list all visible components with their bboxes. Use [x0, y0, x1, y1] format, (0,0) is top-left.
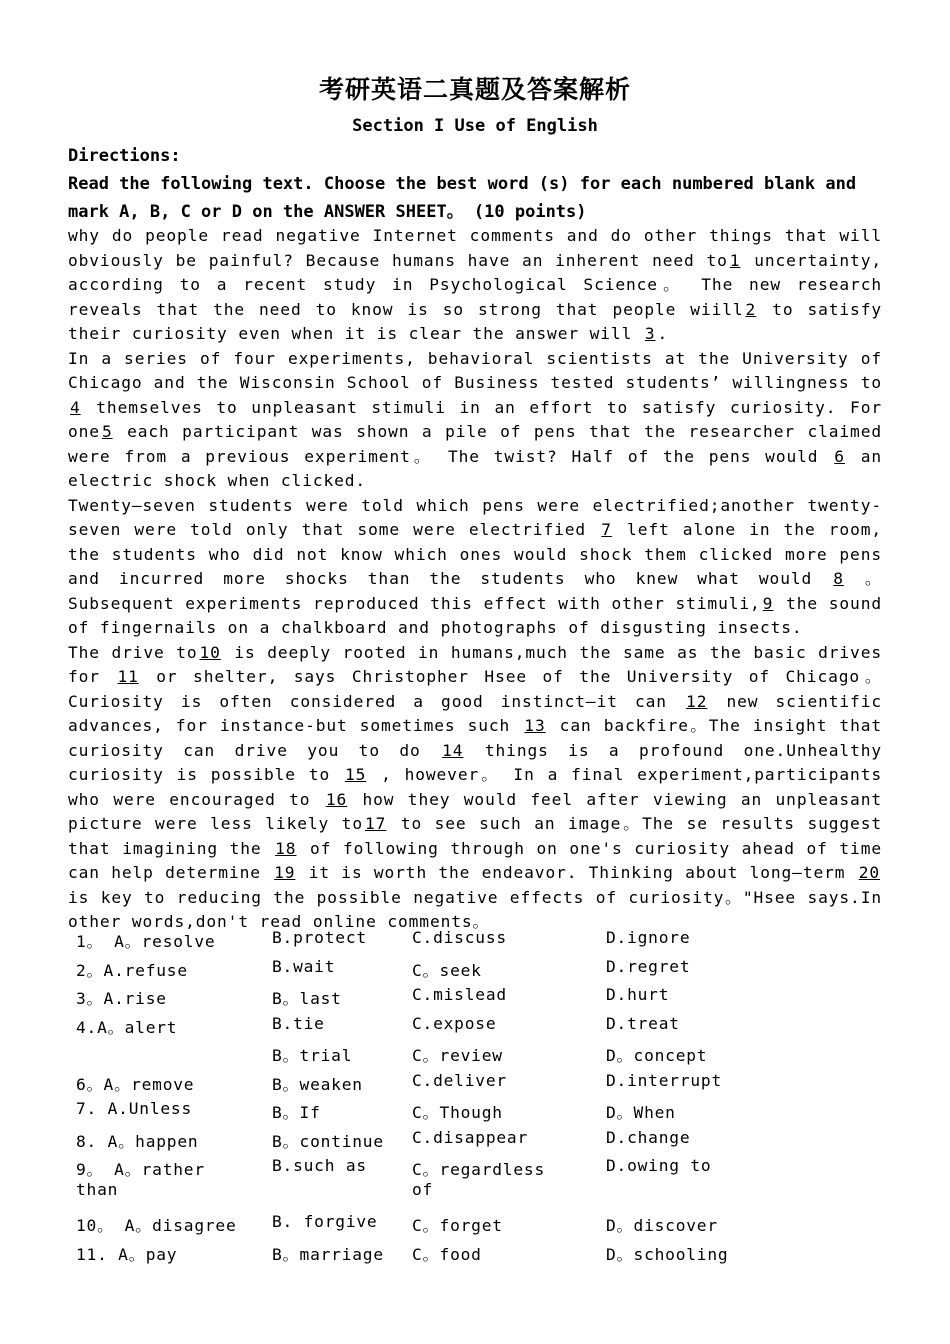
passage-text: each participant was shown a pile of pens that the researcher claimed were from a previous experiment。 The twist? Half of the pens would: [68, 422, 882, 466]
blank-15: 15: [344, 765, 367, 784]
option-c: C。food: [412, 1244, 482, 1264]
option-a: 11. A。pay: [76, 1244, 178, 1264]
option-c: C。forget: [412, 1216, 503, 1235]
option-d: D。schooling: [606, 1244, 729, 1264]
passage-text: things is a profound one.Unhealthy curiosity is possible to: [68, 740, 882, 784]
passage-text: of following through on one's curiosity ahead of time can help determine: [68, 838, 882, 882]
passage-text: or shelter, says Christopher Hsee of the University of Chicago。 Curiosity is often considered a good instinct—it can: [68, 667, 882, 711]
option-c: C。seek: [412, 960, 482, 980]
blank-17: 17: [364, 814, 387, 833]
blank-10: 10: [199, 642, 221, 662]
blank-7: 7: [601, 520, 612, 539]
passage-text: it is worth the endeavor. Thinking about long—term: [297, 863, 857, 882]
option-a: 9。 A。rather than: [76, 1160, 205, 1199]
passage-text: the sound of fingernails on a chalkboard and photographs of disgusting insects.: [68, 593, 882, 637]
option-c: C。Though: [412, 1103, 503, 1122]
option-b: B. forgive: [272, 1212, 378, 1231]
passage-paragraph: [68, 224, 882, 347]
option-d: D。concept: [606, 1046, 708, 1065]
passage-text: is deeply rooted in humans,much the same as the basic drives for: [68, 642, 882, 686]
option-a: 1。 A。resolve: [76, 932, 216, 951]
option-row: [76, 1212, 876, 1241]
option-row: [76, 985, 876, 1014]
option-a: 2。A.refuse: [76, 960, 188, 980]
cloze-passage: [68, 224, 882, 935]
option-d: D.change: [606, 1127, 691, 1147]
passage-text: can backfire。The insight that curiosity can drive you to do: [68, 716, 883, 760]
option-d: D。When: [606, 1103, 676, 1122]
option-c: C。regardless of: [412, 1160, 545, 1199]
option-row: [76, 1014, 876, 1043]
passage-paragraph: [68, 641, 882, 935]
section-heading: Section I Use of English: [352, 116, 598, 136]
passage-text: 。Subsequent experiments reproduced this effect with other stimuli,: [68, 569, 883, 613]
passage-text: is key to reducing the possible negative effects of curiosity。"Hsee says.In other words,don't read online comments。: [68, 887, 882, 931]
blank-4: 4: [70, 397, 81, 417]
blank-16: 16: [325, 789, 348, 809]
passage-text: Twenty—seven students were told which pens were electrified;another twenty-seven were told only that some were electrified: [68, 495, 882, 539]
directions-label: Directions:: [68, 146, 181, 166]
option-c: C.expose: [412, 1013, 497, 1033]
option-b: B。last: [272, 989, 342, 1008]
blank-12: 12: [686, 691, 708, 711]
option-d: D.hurt: [606, 985, 670, 1004]
passage-paragraph: [68, 347, 882, 494]
directions-text: Read the following text. Choose the best word (s) for each numbered blank and mark A, B, C or D on the ANSWER SHEET。 (10 points): [68, 174, 857, 222]
passage-text: , however。 In a final experiment,participants who were encouraged to: [68, 765, 882, 809]
passage-paragraph: [68, 494, 882, 641]
passage-text: uncertainty, according to a recent study in Psychological Science。 The new research reveals that the need to know is so strong that people wiill: [68, 250, 882, 319]
option-c: C.mislead: [412, 985, 507, 1004]
option-b: B。If: [272, 1103, 321, 1122]
option-c: C.deliver: [412, 1070, 507, 1090]
option-c: C.disappear: [412, 1127, 529, 1147]
passage-text: left alone in the room, the students who did not know which ones would shock them clicked more pens and incurred more shocks than the students who knew what would: [68, 520, 883, 588]
option-row: [76, 1099, 876, 1128]
answer-options: [76, 928, 876, 1269]
passage-text: themselves to unpleasant stimuli in an effort to satisfy curiosity. For one: [68, 397, 882, 441]
option-c: C。review: [412, 1046, 503, 1065]
option-a: 10。 A。disagree: [76, 1216, 237, 1235]
passage-text: to satisfy their curiosity even when it is clear the answer will: [68, 299, 882, 343]
option-d: D.interrupt: [606, 1070, 723, 1090]
option-row: [76, 1156, 876, 1212]
blank-5: 5: [101, 422, 113, 441]
option-row: [76, 1241, 876, 1270]
option-b: B.protect: [272, 928, 367, 947]
option-a: 7. A.Unless: [76, 1099, 193, 1118]
option-row: [76, 1128, 876, 1157]
blank-11: 11: [117, 667, 139, 686]
option-d: D.treat: [606, 1013, 680, 1033]
blank-8: 8: [833, 569, 844, 588]
blank-9: 9: [762, 593, 774, 613]
blank-1: 1: [729, 250, 741, 270]
option-a: 8. A。happen: [76, 1131, 199, 1151]
passage-text: why do people read negative Internet comments and do other things that will obviously be painful? Because humans have an inherent need to: [68, 226, 882, 270]
blank-19: 19: [274, 863, 296, 882]
passage-text: The drive to: [68, 642, 198, 662]
passage-text: how they would feel after viewing an unpleasant picture were less likely to: [68, 789, 882, 833]
option-c: C.discuss: [412, 928, 507, 947]
option-b: B.tie: [272, 1013, 325, 1033]
option-d: D.regret: [606, 956, 691, 976]
option-row: [76, 957, 876, 986]
blank-18: 18: [275, 838, 297, 858]
option-b: B.wait: [272, 956, 336, 976]
option-d: D.ignore: [606, 928, 691, 947]
option-d: D.owing to: [606, 1156, 712, 1175]
passage-text: an electric shock when clicked.: [68, 446, 883, 490]
option-d: D。discover: [606, 1216, 718, 1235]
option-row: [76, 1071, 876, 1100]
passage-text: new scientific advances, for instance-but sometimes such: [68, 691, 882, 735]
option-a: 6。A。remove: [76, 1074, 195, 1094]
option-b: B。continue: [272, 1131, 384, 1151]
option-row: [76, 928, 876, 957]
blank-13: 13: [524, 716, 546, 735]
option-b: B。weaken: [272, 1074, 363, 1094]
blank-3: 3: [644, 324, 656, 343]
option-row: [76, 1042, 876, 1071]
blank-6: 6: [834, 446, 845, 466]
passage-text: .: [657, 324, 669, 343]
passage-text: to see such an image。The se results suggest that imagining the: [68, 814, 882, 858]
passage-text: In a series of four experiments, behavioral scientists at the University of Chicago and the Wisconsin School of Business tested students’ willingness to: [68, 348, 882, 392]
option-a: 4.A。alert: [76, 1017, 178, 1037]
directions: [68, 142, 888, 226]
blank-2: 2: [745, 299, 757, 319]
page-title: 考研英语二真题及答案解析: [318, 75, 631, 104]
blank-20: 20: [858, 863, 880, 882]
option-a: 3。A.rise: [76, 989, 167, 1008]
option-b: B。trial: [272, 1046, 353, 1065]
option-b: B。marriage: [272, 1244, 384, 1264]
blank-14: 14: [442, 740, 464, 760]
option-b: B.such as: [272, 1156, 367, 1175]
